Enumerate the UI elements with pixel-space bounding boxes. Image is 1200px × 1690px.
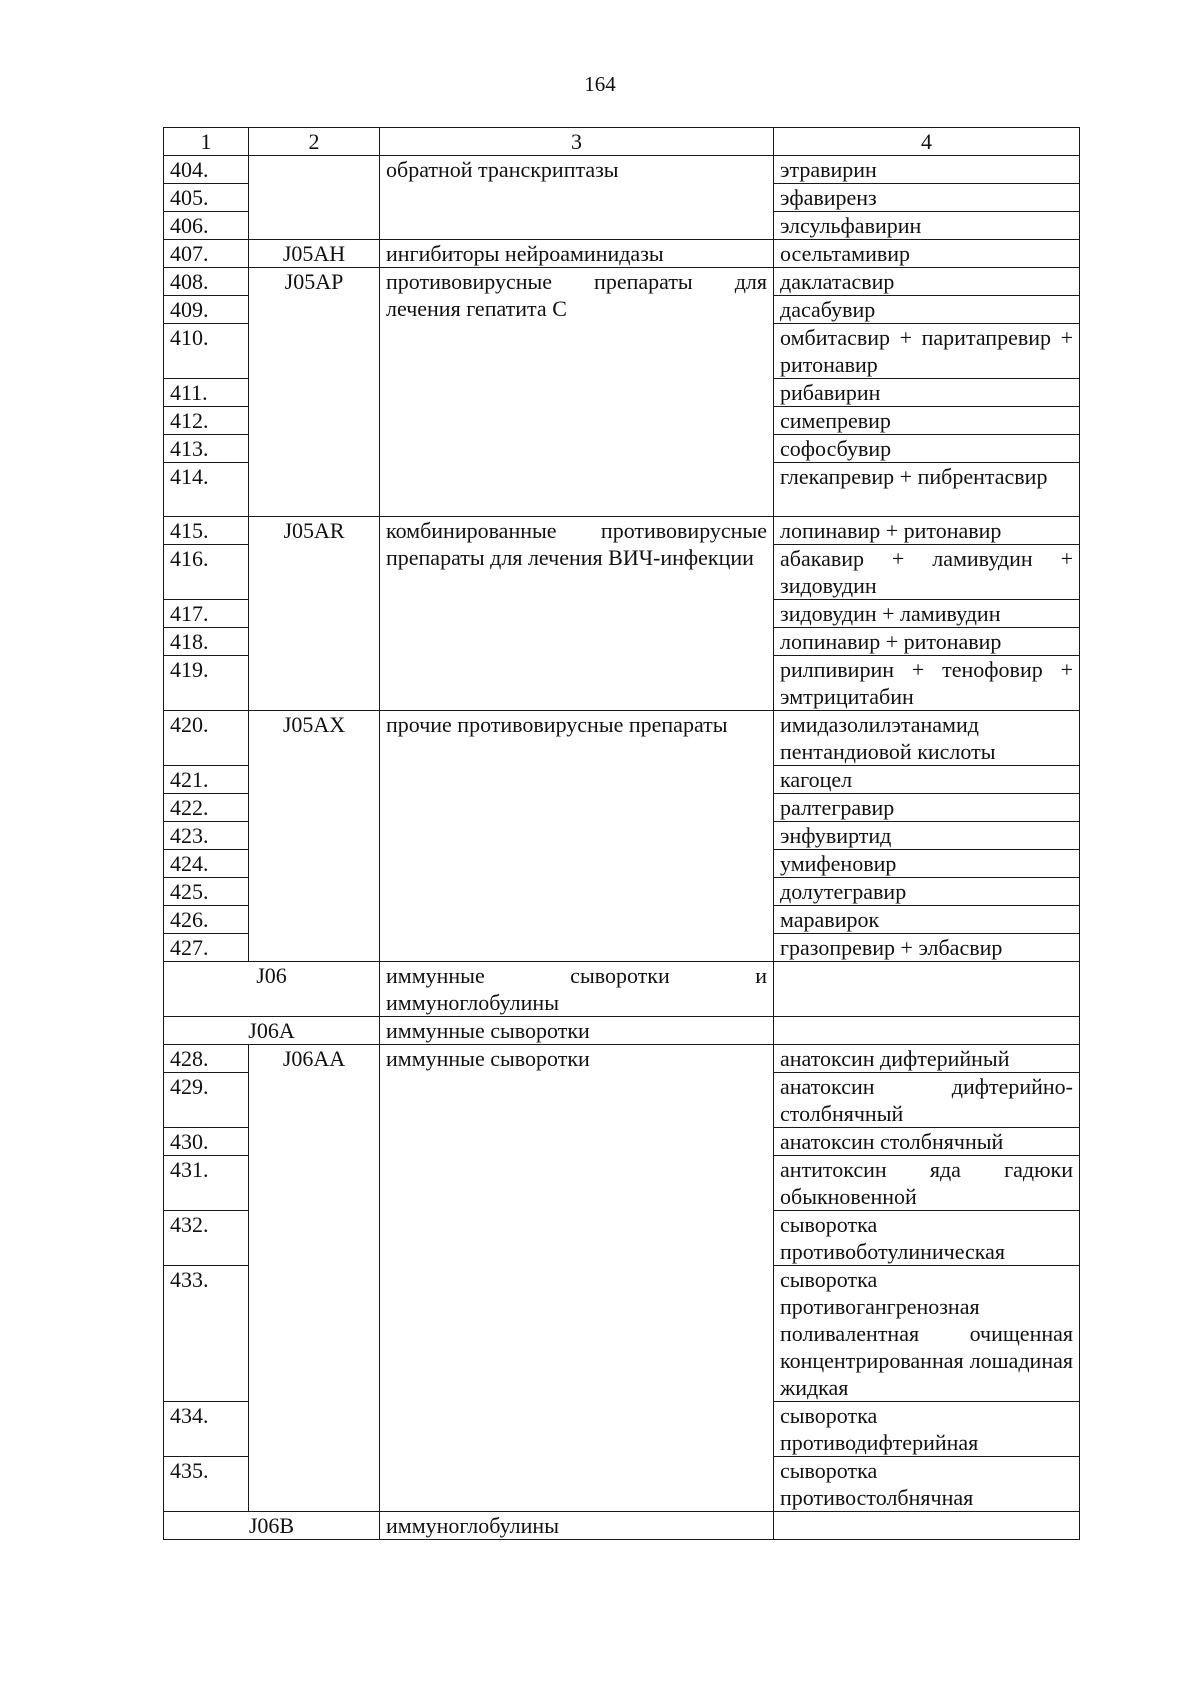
atc-code: J05AR [249, 517, 380, 711]
atc-code [249, 156, 380, 240]
row-number: 419. [164, 656, 249, 711]
row-number: 406. [164, 212, 249, 240]
group-name: ингибиторы нейроаминидазы [380, 240, 774, 268]
column-header: 1 [164, 128, 249, 156]
medicines-table [163, 127, 1080, 1540]
section-blank-cell [774, 962, 1080, 1017]
group-name: противовирусные препараты для лечения гепатита С [380, 268, 774, 517]
drug-name: гразопревир + элбасвир [774, 934, 1080, 962]
drug-name: рилпивирин + тенофовир + эмтрицитабин [774, 656, 1080, 711]
row-number: 422. [164, 794, 249, 822]
drug-name: имидазолилэтанамид пентандиовой кислоты [774, 711, 1080, 766]
group-name: комбинированные противовирусные препараты для лечения ВИЧ-инфекции [380, 517, 774, 711]
section-name: иммунные сыворотки [380, 1017, 774, 1045]
table-row [164, 240, 1080, 268]
atc-code: J06AA [249, 1045, 380, 1512]
drug-name: этравирин [774, 156, 1080, 184]
atc-code: J05AH [249, 240, 380, 268]
section-row [164, 1017, 1080, 1045]
drug-name: сыворотка противогангренозная поливалентная очищенная концентрированная лошадиная жидкая [774, 1266, 1080, 1402]
row-number: 408. [164, 268, 249, 296]
table-row [164, 711, 1080, 766]
drug-name: долутегравир [774, 878, 1080, 906]
drug-name: энфувиртид [774, 822, 1080, 850]
drug-name: анатоксин дифтерийно-столбнячный [774, 1073, 1080, 1128]
row-number: 417. [164, 600, 249, 628]
column-header: 4 [774, 128, 1080, 156]
row-number: 426. [164, 906, 249, 934]
table-row [164, 1045, 1080, 1073]
drug-name: анатоксин столбнячный [774, 1128, 1080, 1156]
drug-name: рибавирин [774, 379, 1080, 407]
row-number: 407. [164, 240, 249, 268]
section-code: J06 [164, 962, 380, 1017]
row-number: 433. [164, 1266, 249, 1402]
drug-name: сыворотка противоботулиническая [774, 1211, 1080, 1266]
page-number: 164 [584, 72, 616, 96]
row-number: 414. [164, 463, 249, 517]
row-number: 428. [164, 1045, 249, 1073]
section-blank-cell [774, 1017, 1080, 1045]
drug-name: маравирок [774, 906, 1080, 934]
row-number: 411. [164, 379, 249, 407]
row-number: 404. [164, 156, 249, 184]
drug-name: лопинавир + ритонавир [774, 517, 1080, 545]
drug-name: абакавир + ламивудин + зидовудин [774, 545, 1080, 600]
section-code: J06A [164, 1017, 380, 1045]
table-header-row [164, 128, 1080, 156]
drug-name: глекапревир + пибрентасвир [774, 463, 1080, 517]
drug-name: сыворотка противодифтерийная [774, 1402, 1080, 1457]
drug-name: даклатасвир [774, 268, 1080, 296]
drug-name: софосбувир [774, 435, 1080, 463]
section-blank-cell [774, 1512, 1080, 1540]
table-row [164, 517, 1080, 545]
section-row [164, 962, 1080, 1017]
row-number: 434. [164, 1402, 249, 1457]
row-number: 435. [164, 1457, 249, 1512]
column-header: 3 [380, 128, 774, 156]
group-name: прочие противовирусные препараты [380, 711, 774, 962]
group-name: обратной транскриптазы [380, 156, 774, 240]
drug-name: антитоксин яда гадюки обыкновенной [774, 1156, 1080, 1211]
row-number: 418. [164, 628, 249, 656]
section-name: иммунные сыворотки и иммуноглобулины [380, 962, 774, 1017]
drug-name: омбитасвир + паритапревир + ритонавир [774, 324, 1080, 379]
drug-name: осельтамивир [774, 240, 1080, 268]
row-number: 421. [164, 766, 249, 794]
row-number: 420. [164, 711, 249, 766]
drug-name: эфавиренз [774, 184, 1080, 212]
column-header: 2 [249, 128, 380, 156]
row-number: 413. [164, 435, 249, 463]
table-row [164, 268, 1080, 296]
drug-name: кагоцел [774, 766, 1080, 794]
row-number: 412. [164, 407, 249, 435]
row-number: 423. [164, 822, 249, 850]
row-number: 410. [164, 324, 249, 379]
row-number: 425. [164, 878, 249, 906]
drug-name: лопинавир + ритонавир [774, 628, 1080, 656]
row-number: 430. [164, 1128, 249, 1156]
drug-name: дасабувир [774, 296, 1080, 324]
drug-name: зидовудин + ламивудин [774, 600, 1080, 628]
atc-code: J05AX [249, 711, 380, 962]
row-number: 415. [164, 517, 249, 545]
drug-name: умифеновир [774, 850, 1080, 878]
row-number: 416. [164, 545, 249, 600]
row-number: 431. [164, 1156, 249, 1211]
drug-name: элсульфавирин [774, 212, 1080, 240]
row-number: 427. [164, 934, 249, 962]
table-row [164, 156, 1080, 184]
section-code: J06B [164, 1512, 380, 1540]
drug-name: анатоксин дифтерийный [774, 1045, 1080, 1073]
row-number: 424. [164, 850, 249, 878]
drug-name: сыворотка противостолбнячная [774, 1457, 1080, 1512]
atc-code: J05AP [249, 268, 380, 517]
row-number: 429. [164, 1073, 249, 1128]
group-name: иммунные сыворотки [380, 1045, 774, 1512]
row-number: 405. [164, 184, 249, 212]
drug-name: ралтегравир [774, 794, 1080, 822]
row-number: 409. [164, 296, 249, 324]
section-row [164, 1512, 1080, 1540]
section-name: иммуноглобулины [380, 1512, 774, 1540]
row-number: 432. [164, 1211, 249, 1266]
drug-name: симепревир [774, 407, 1080, 435]
